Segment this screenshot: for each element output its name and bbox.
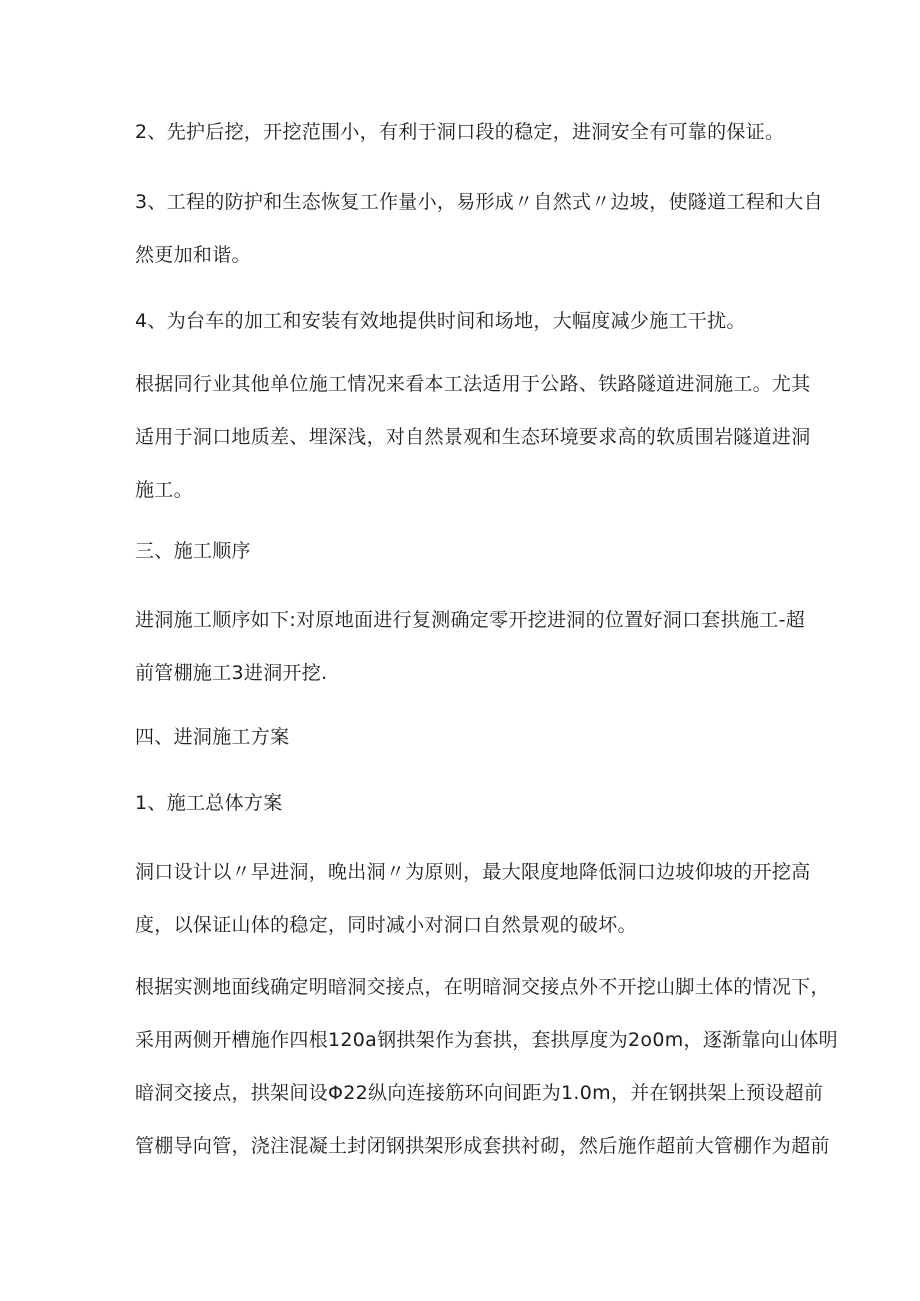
text-line: 然更加和谐。	[135, 244, 251, 266]
paragraph-applicability	[135, 358, 811, 517]
subsection-heading-overall-plan	[135, 777, 795, 830]
paragraph-advantage-3	[135, 176, 823, 282]
paragraph-advantage-4	[135, 295, 795, 348]
text-line: 2、先护后挖，开挖范围小，有利于洞口段的稳定，进洞安全有可靠的保证。	[135, 121, 785, 143]
text-line: 管棚导向管，浇注混凝土封闭钢拱架形成套拱衬砌，然后施作超前大管棚作为超前	[135, 1135, 830, 1157]
text-line: 适用于洞口地质差、埋深浅，对自然景观和生态环境要求高的软质围岩隧道进洞	[135, 426, 811, 448]
section-heading-construction-sequence	[135, 525, 795, 578]
text-line: 暗洞交接点，拱架间设Φ22纵向连接筋环向间距为1.0m，并在钢拱架上预设超前	[135, 1082, 824, 1104]
text-line: 3、工程的防护和生态恢复工作量小，易形成〃自然式〃边坡，使隧道工程和大自	[135, 191, 823, 213]
paragraph-portal-design	[135, 846, 811, 952]
text-line: 根据实测地面线确定明暗洞交接点，在明暗洞交接点外不开挖山脚土体的情况下，	[135, 976, 830, 998]
section-heading-entry-plan	[135, 711, 795, 764]
heading-text: 四、进洞施工方案	[135, 726, 290, 748]
text-line: 度，以保证山体的稳定，同时减小对洞口自然景观的破坏。	[135, 914, 637, 936]
text-line: 4、为台车的加工和安装有效地提供时间和场地，大幅度减少施工干扰。	[135, 310, 746, 332]
text-line: 洞口设计以〃早进洞，晚出洞〃为原则，最大限度地降低洞口边坡仰坡的开挖高	[135, 861, 811, 883]
paragraph-sequence	[135, 594, 806, 700]
text-line: 采用两侧开槽施作四根120a钢拱架作为套拱，套拱厚度为2o0m，逐渐靠向山体明	[135, 1029, 838, 1051]
text-line: 根据同行业其他单位施工情况来看本工法适用于公路、铁路隧道进洞施工。尤其	[135, 373, 811, 395]
text-line: 前管棚施工3进洞开挖.	[135, 662, 328, 684]
paragraph-arch-method	[135, 961, 838, 1173]
heading-text: 三、施工顺序	[135, 540, 251, 562]
heading-text: 1、施工总体方案	[135, 792, 283, 814]
text-line: 进洞施工顺序如下:对原地面进行复测确定零开挖进洞的位置好洞口套拱施工-超	[135, 609, 806, 631]
text-line: 施工。	[135, 479, 193, 501]
paragraph-advantage-2	[135, 106, 795, 159]
